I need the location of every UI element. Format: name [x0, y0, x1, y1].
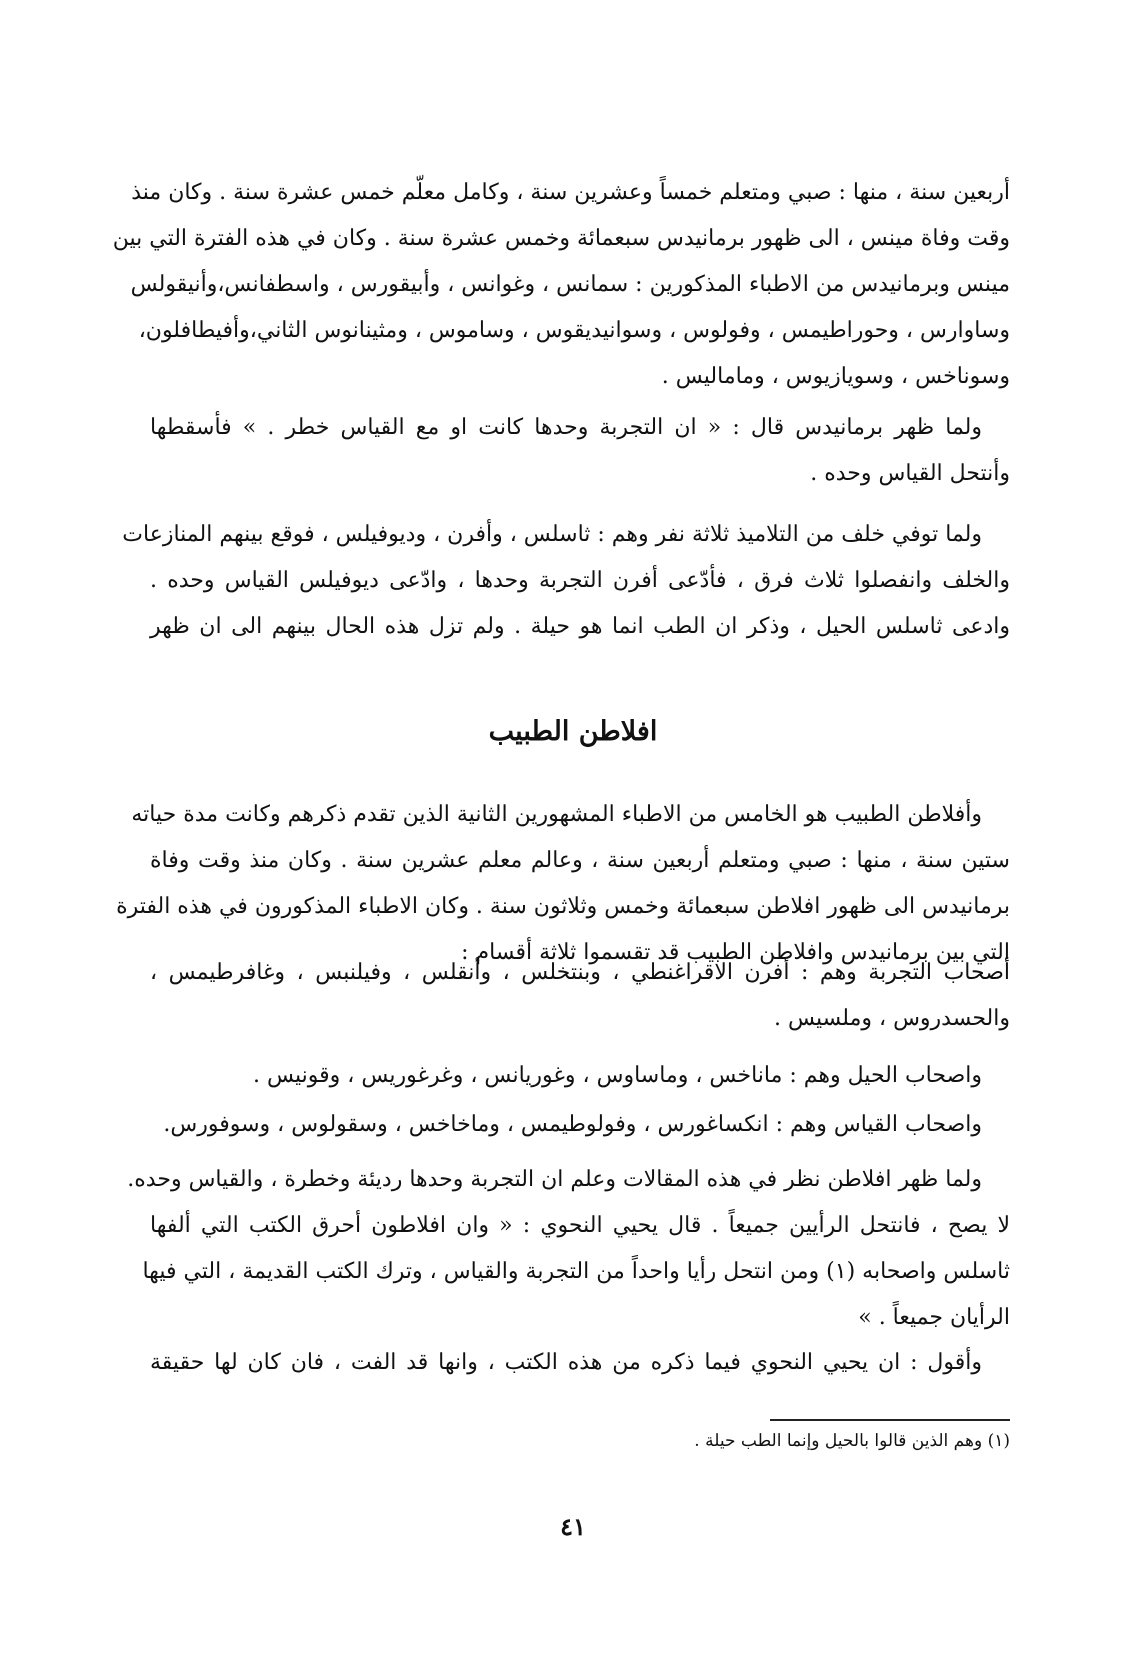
paragraph-1	[112, 170, 1010, 400]
text-line: لا يصح ، فانتحل الرأيين جميعاً . قال يحيي النحوي : « وان افلاطون أحرق الكتب التي ألفها	[150, 1213, 1010, 1238]
text-line: مينس وبرمانيدس من الاطباء المذكورين : سمانس ، وغوانس ، وأبيقورس ، واسطفانس،وأنيقولس	[130, 272, 1010, 297]
text-line: التي بين برمانيدس وافلاطن الطبيب قد تقسموا ثلاثة أقسام :	[461, 940, 1010, 965]
text-line: ولما ظهر افلاطن نظر في هذه المقالات وعلم ان التجربة وحدها رديئة وخطرة ، والقياس وحده.	[127, 1167, 982, 1192]
text-line: ثاسلس واصحابه (١) ومن انتحل رأيا واحداً من التجربة والقياس ، وترك الكتب القديمة ، التي فيها	[142, 1259, 1010, 1284]
text-line: وأقول : ان يحيي النحوي فيما ذكره من هذه الكتب ، وانها قد الفت ، فان كان لها حقيقة	[150, 1350, 982, 1375]
text-line: أربعين سنة ، منها : صبي ومتعلم خمساً وعشرين سنة ، وكامل معلّم خمس عشرة سنة . وكان منذ	[131, 180, 1010, 205]
text-line: والخلف وانفصلوا ثلاث فرق ، فأدّعى أفرن التجربة وحدها ، وادّعى ديوفيلس القياس وحده .	[150, 568, 1010, 593]
text-line: ولما توفي خلف من التلاميذ ثلاثة نفر وهم : ثاسلس ، وأفرن ، وديوفيلس ، فوقع بينهم المنازعات	[122, 522, 982, 547]
text-line: برمانيدس الى ظهور افلاطن سبعمائة وخمس وثلاثون سنة . وكان الاطباء المذكورون في هذه الفترة	[116, 894, 1010, 919]
footnote: (١) وهم الذين قالوا بالحيل وإنما الطب حيلة .	[694, 1431, 1010, 1451]
text-line: ستين سنة ، منها : صبي ومتعلم أربعين سنة ، وعالم معلم عشرين سنة . وكان منذ وقت وفاة	[150, 848, 1010, 873]
text-line: ولما ظهر برمانيدس قال : « ان التجربة وحدها كانت او مع القياس خطر . » فأسقطها	[150, 415, 982, 440]
paragraph-4	[116, 792, 1010, 976]
text-line: واصحاب الحيل وهم : ماناخس ، وماساوس ، وغوريانس ، وغرغوريس ، وقونيس .	[253, 1063, 982, 1088]
text-line: وقت وفاة مينس ، الى ظهور برمانيدس سبعمائة وخمس عشرة سنة . وكان في هذه الفترة التي بين	[112, 226, 1010, 251]
text-line: وأفلاطن الطبيب هو الخامس من الاطباء المشهورين الثانية الذين تقدم ذكرهم وكانت مدة حياته	[131, 802, 982, 827]
paragraph-8	[127, 1157, 1010, 1341]
paragraph-7	[150, 1102, 1010, 1148]
paragraph-6	[150, 1053, 1010, 1099]
paragraph-9	[150, 1340, 1010, 1386]
text-line: أصحاب التجربة وهم : أفرن الاقراغنطي ، وبنتخلس ، وأنقلس ، وفيلنبس ، وغافرطيمس ،	[150, 960, 1010, 985]
text-line: واصحاب القياس وهم : انكساغورس ، وفولوطيمس ، وماخاخس ، وسقولوس ، وسوفورس.	[163, 1112, 982, 1137]
text-line: وادعى ثاسلس الحيل ، وذكر ان الطب انما هو حيلة . ولم تزل هذه الحال بينهم الى ان ظهر	[150, 614, 1010, 639]
text-line: وساوارس ، وحوراطيمس ، وفولوس ، وسوانيديقوس ، وساموس ، ومثينانوس الثاني،وأفيطافلون،	[138, 318, 1010, 343]
text-line: وسوناخس ، وسويازيوس ، وماماليس .	[661, 364, 1010, 389]
paragraph-5	[150, 950, 1010, 1042]
paragraph-2	[150, 405, 1010, 497]
text-line: وأنتحل القياس وحده .	[810, 461, 1010, 486]
footnote-divider	[770, 1419, 1010, 1421]
paragraph-3	[122, 512, 1010, 650]
text-line: والحسدروس ، وملسيس .	[774, 1006, 1010, 1031]
text-line: الرأيان جميعاً . »	[858, 1305, 1010, 1330]
page-number: ٤١	[560, 1512, 586, 1541]
section-heading: افلاطن الطبيب	[488, 716, 658, 747]
